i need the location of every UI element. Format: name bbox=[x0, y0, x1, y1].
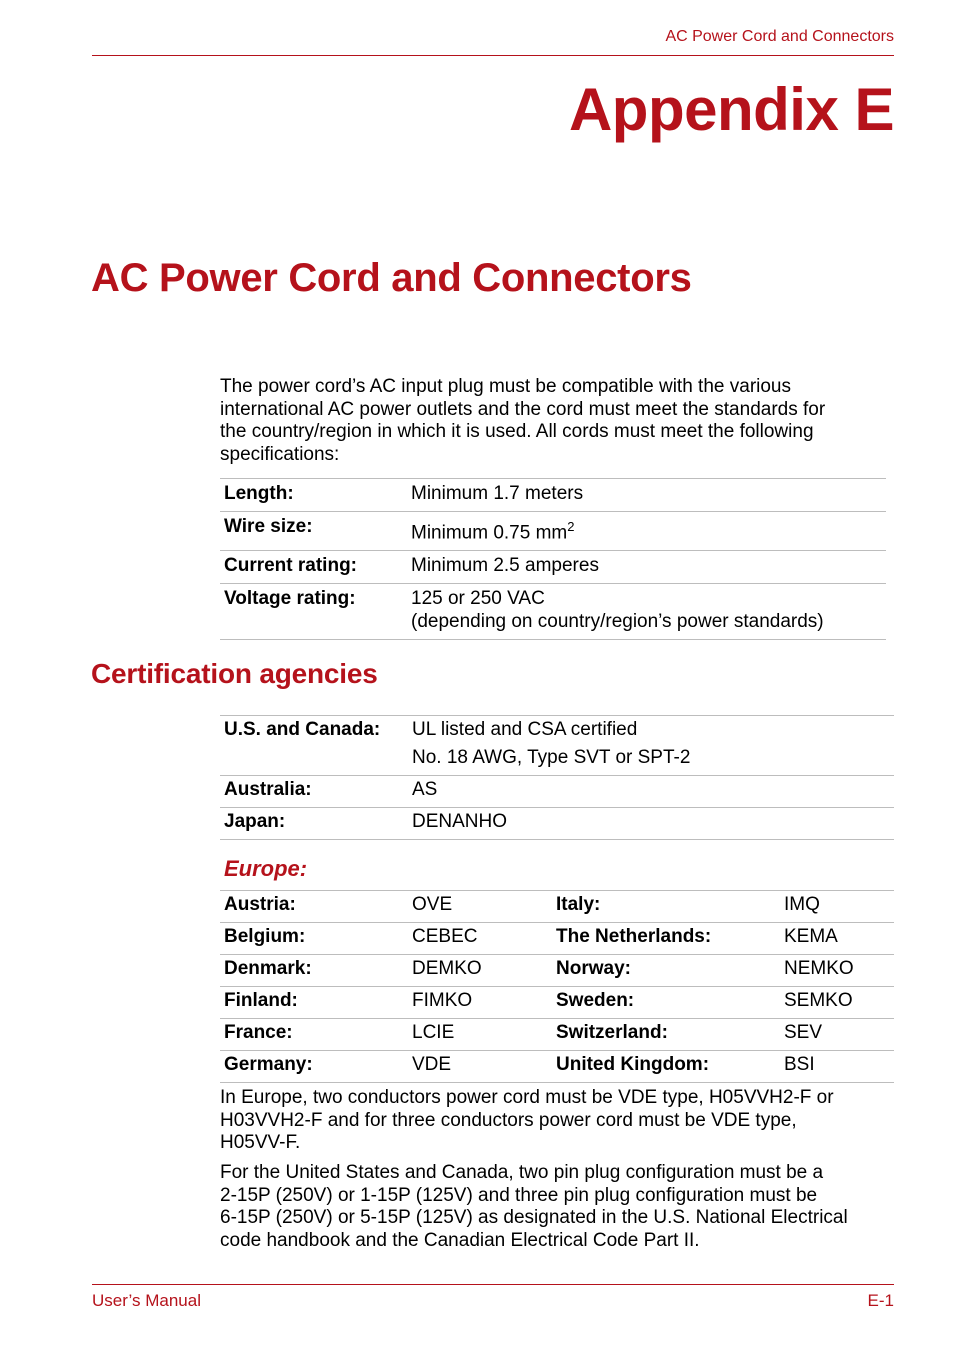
agency-value: NEMKO bbox=[784, 958, 854, 979]
country-label: Finland: bbox=[224, 990, 298, 1011]
spec-value: Minimum 1.7 meters bbox=[411, 483, 584, 504]
agency-value: LCIE bbox=[412, 1022, 455, 1043]
spec-value-note: (depending on country/region’s power standards) bbox=[411, 611, 824, 633]
text-line: code handbook and the Canadian Electrical Code Part II. bbox=[220, 1229, 700, 1251]
agency-value: FIMKO bbox=[412, 990, 473, 1011]
text-line: H03VVH2-F and for three conductors power cord must be VDE type, bbox=[220, 1109, 797, 1131]
table-row bbox=[220, 955, 894, 987]
country-label: Switzerland: bbox=[556, 1022, 668, 1043]
table-row bbox=[220, 987, 894, 1019]
agency-value: IMQ bbox=[784, 894, 820, 915]
page-number: E-1 bbox=[867, 1291, 894, 1310]
agency-label: Australia: bbox=[224, 779, 312, 800]
agency-label: U.S. and Canada: bbox=[224, 719, 381, 740]
agency-value-note: No. 18 AWG, Type SVT or SPT-2 bbox=[412, 747, 691, 768]
spec-label: Wire size: bbox=[224, 516, 313, 537]
text-line: international AC power outlets and the cord must meet the standards for bbox=[220, 398, 826, 420]
table-row bbox=[220, 1051, 894, 1083]
agency-value: VDE bbox=[412, 1054, 452, 1075]
europe-paragraph bbox=[220, 1087, 900, 1155]
agency-value: SEV bbox=[784, 1022, 823, 1043]
country-label: The Netherlands: bbox=[556, 926, 712, 947]
country-label: Sweden: bbox=[556, 990, 635, 1011]
table-row bbox=[220, 1019, 894, 1051]
country-label: United Kingdom: bbox=[556, 1054, 710, 1075]
country-label: Belgium: bbox=[224, 926, 306, 947]
text-line: 6-15P (250V) or 5-15P (125V) as designated in the U.S. National Electrical bbox=[220, 1207, 848, 1228]
table-row bbox=[220, 512, 886, 551]
text-line: the country/region in which it is used. All cords must meet the following bbox=[220, 421, 814, 442]
country-label: France: bbox=[224, 1022, 293, 1043]
text-line: The power cord’s AC input plug must be compatible with the various bbox=[220, 376, 792, 397]
agency-value: DENANHO bbox=[412, 811, 508, 832]
section-title: AC Power Cord and Connectors bbox=[91, 256, 692, 300]
agency-value: BSI bbox=[784, 1054, 815, 1075]
table-row bbox=[220, 584, 886, 640]
running-header: AC Power Cord and Connectors bbox=[665, 28, 894, 45]
agency-label: Japan: bbox=[224, 811, 286, 832]
country-label: Austria: bbox=[224, 894, 296, 915]
text-line: 2-15P (250V) or 1-15P (125V) and three pin plug configuration must be bbox=[220, 1184, 818, 1206]
table-row bbox=[220, 479, 886, 512]
agency-value: OVE bbox=[412, 894, 453, 915]
table-row bbox=[220, 776, 894, 808]
spec-value-cell bbox=[407, 512, 886, 551]
spec-value: 125 or 250 VAC bbox=[411, 588, 545, 610]
footer-rule bbox=[92, 1284, 894, 1285]
spec-value: Minimum 0.75 mm bbox=[411, 522, 568, 544]
spec-label: Length: bbox=[224, 483, 294, 504]
footer-manual-title: User’s Manual bbox=[92, 1291, 201, 1310]
subsection-title: Certification agencies bbox=[91, 658, 378, 689]
table-row bbox=[220, 923, 894, 955]
superscript: 2 bbox=[567, 519, 575, 534]
text-line: In Europe, two conductors power cord must be VDE type, H05VVH2-F or bbox=[220, 1087, 834, 1108]
europe-label: Europe: bbox=[224, 856, 308, 881]
agency-value: SEMKO bbox=[784, 990, 853, 1011]
specifications-table bbox=[220, 478, 886, 640]
country-label: Norway: bbox=[556, 958, 631, 979]
spec-value-cell bbox=[407, 584, 886, 640]
spec-label: Current rating: bbox=[224, 555, 357, 577]
table-row bbox=[220, 808, 894, 840]
text-line: H05VV-F. bbox=[220, 1132, 301, 1153]
country-label: Germany: bbox=[224, 1054, 313, 1075]
table-row bbox=[220, 551, 886, 584]
agency-value-cell bbox=[408, 716, 894, 776]
spec-value: Minimum 2.5 amperes bbox=[411, 555, 599, 577]
agency-value: UL listed and CSA certified bbox=[412, 719, 638, 740]
agency-value: AS bbox=[412, 779, 438, 800]
table-row bbox=[220, 891, 894, 923]
agency-value: DEMKO bbox=[412, 958, 482, 979]
spec-label: Voltage rating: bbox=[224, 588, 356, 610]
text-line: specifications: bbox=[220, 443, 340, 465]
us-canada-paragraph bbox=[220, 1162, 900, 1252]
appendix-title: Appendix E bbox=[568, 76, 894, 143]
agencies-table bbox=[220, 715, 894, 840]
intro-paragraph bbox=[220, 376, 890, 466]
table-row bbox=[220, 716, 894, 776]
country-label: Denmark: bbox=[224, 958, 312, 979]
country-label: Italy: bbox=[556, 894, 601, 915]
text-line: For the United States and Canada, two pin plug configuration must be a bbox=[220, 1162, 824, 1183]
header-rule bbox=[92, 55, 894, 56]
europe-agencies-table bbox=[220, 890, 894, 1083]
agency-value: KEMA bbox=[784, 926, 838, 947]
agency-value: CEBEC bbox=[412, 926, 478, 947]
